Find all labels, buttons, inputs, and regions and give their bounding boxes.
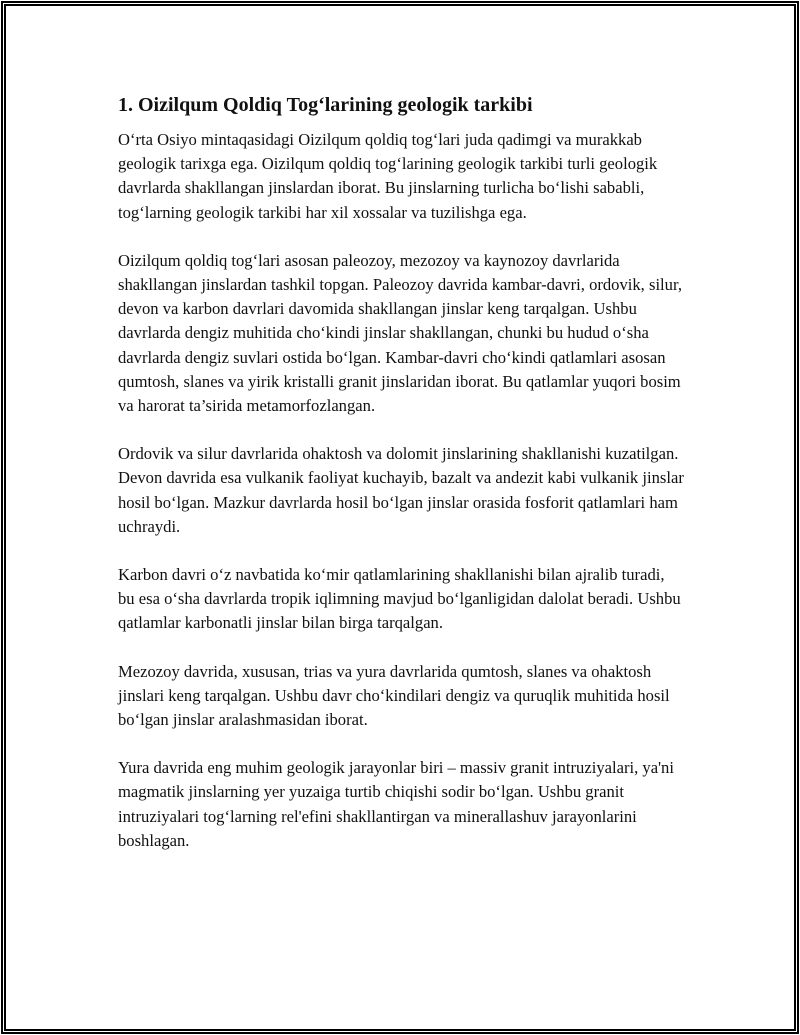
paragraph-5: Mezozoy davrida, xususan, trias va yura davrlarida qumtosh, slanes va ohaktosh jinslari keng tarqalgan. Ushbu davr cho‘kindilari dengiz va quruqlik muhitida hosil bo‘lgan jinslar aralashmasidan iborat. — [118, 661, 670, 730]
paragraph-4: Karbon davri o‘z navbatida ko‘mir qatlamlarining shakllanishi bilan ajralib turadi, bu esa o‘sha davrlarda tropik iqlimning mavjud bo‘lganligidan dalolat beradi. Ushbu qatlamlar karbonatli jinslar bilan birga tarqalgan. — [118, 565, 681, 633]
section-heading: 1. Oizilqum Qoldiq Tog‘larining geologik tarkibi — [118, 94, 533, 116]
paragraph-3: Ordovik va silur davrlarida ohaktosh va dolomit jinslarining shakllanishi kuzatilgan. Devon davrida esa vulkanik faoliyat kuchayib, bazalt va andezit kabi vulkanik jinslar hosil bo‘lgan. Mazkur davrlarda hosil bo‘lgan jinslar orasida fosforit qatlamlari ham uchraydi. — [118, 444, 684, 536]
paragraph-1: O‘rta Osiyo mintaqasidagi Oizilqum qoldiq tog‘lari juda qadimgi va murakkab geologik tarixga ega. Oizilqum qoldiq tog‘larining geologik tarkibi turli geologik davrlarda shakllangan jinslardan iborat. Bu jinslarning turlicha bo‘lishi sababli, tog‘larning geologik tarkibi har xil xossalar va tuzilishga ega. — [118, 130, 658, 222]
paragraph-2: Oizilqum qoldiq tog‘lari asosan paleozoy, mezozoy va kaynozoy davrlarida shakllangan jinslardan tashkil topgan. Paleozoy davrida kambar-davri, ordovik, silur, devon va karbon davrlari davomida shakllangan jinslar keng tarqalgan. Ushbu davrlarda dengiz muhitida cho‘kindi jinslar shakllangan, chunki bu hudud o‘sha davrlarda dengiz suvlari ostida bo‘lgan. Kambar-davri cho‘kindi qatlamlari asosan qumtosh, slanes va yirik kristalli granit jinslaridan iborat. Bu qatlamlar yuqori bosim va harorat ta’sirida metamorfozlangan. — [118, 250, 682, 416]
document-body — [118, 92, 684, 877]
paragraph-6: Yura davrida eng muhim geologik jarayonlar biri – massiv granit intruziyalari, ya'ni magmatik jinslarning yer yuzaiga turtib chiqishi sodir bo‘lgan. Ushbu granit intruziyalari tog‘larning rel'efini shakllantirgan va minerallashuv jarayonlarini boshlagan. — [118, 758, 674, 850]
